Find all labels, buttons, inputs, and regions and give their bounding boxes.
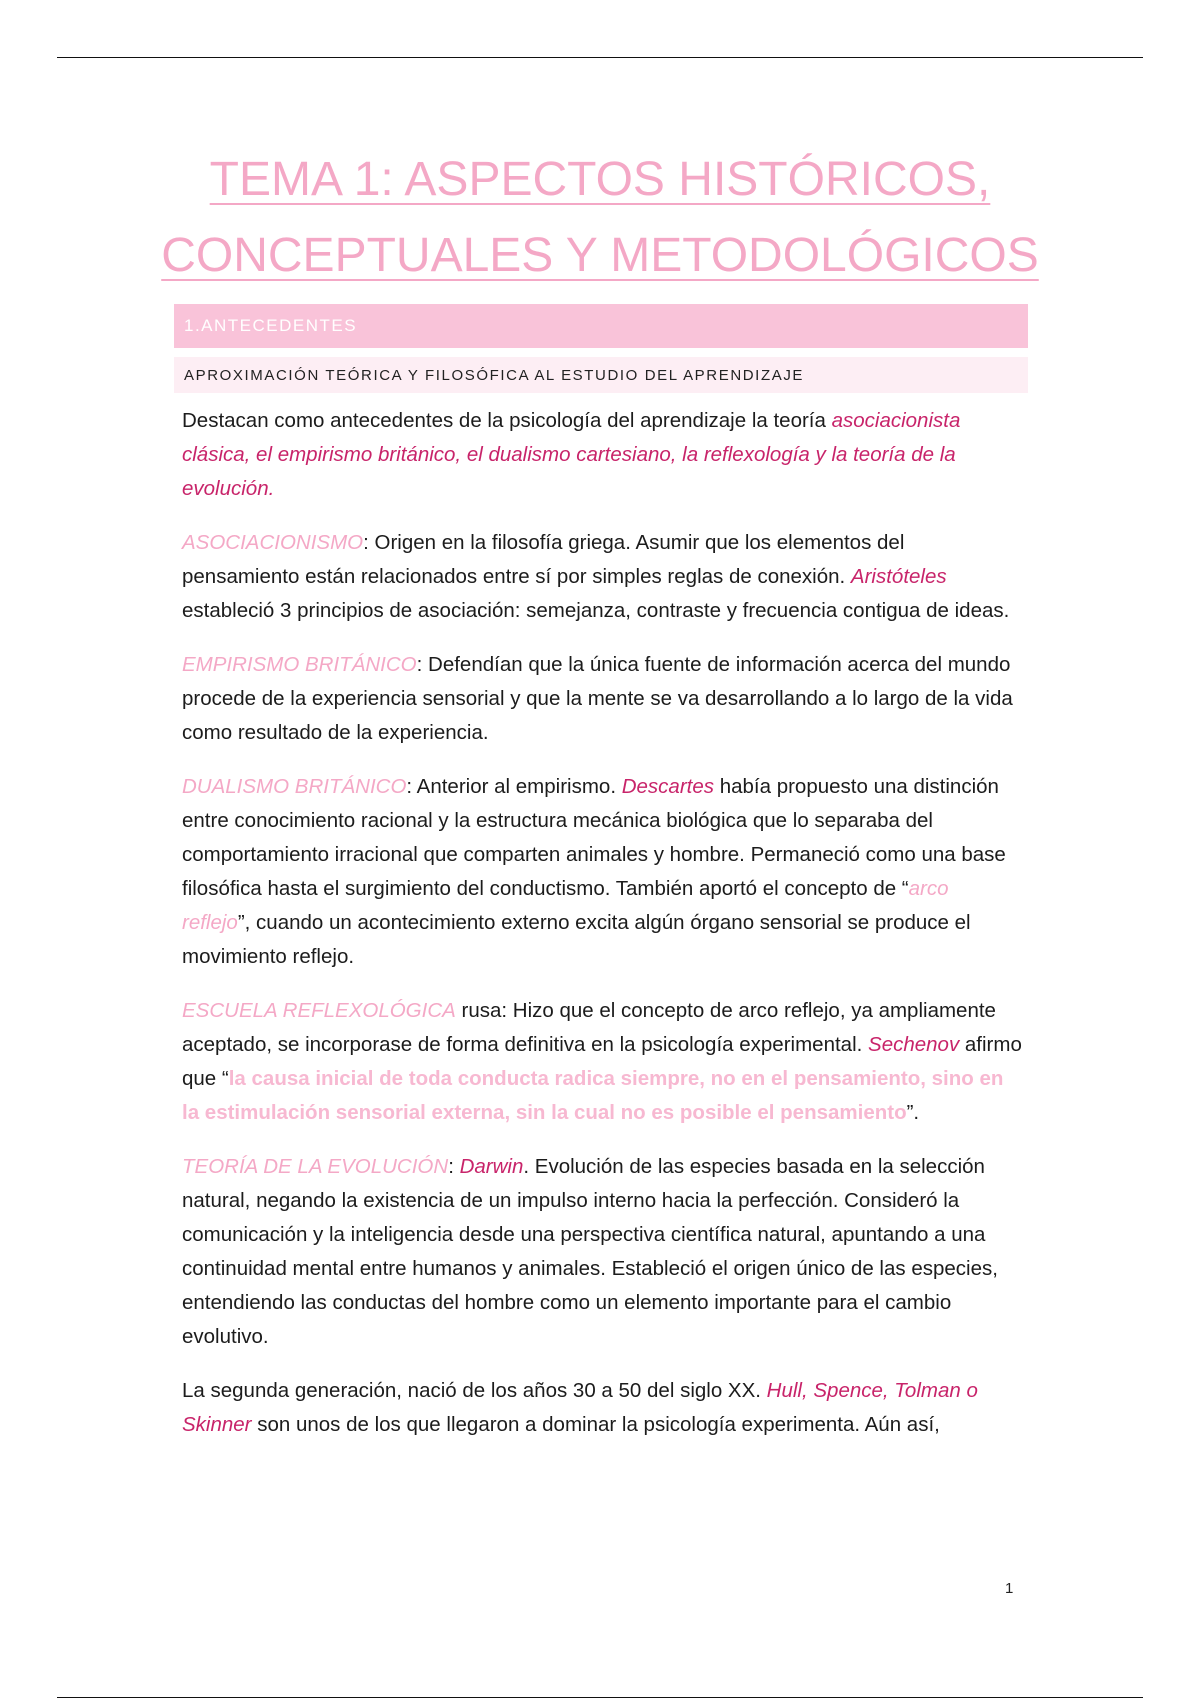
- asociacionismo-text-1: : Origen en la filosofía griega. Asumir que los elementos del pensamiento están relacionados entre sí por simples reglas de conexión.: [182, 531, 905, 588]
- paragraph-reflexologica: [182, 994, 1022, 1130]
- term-empirismo: EMPIRISMO BRITÁNICO: [182, 653, 417, 676]
- segunda-text-1: La segunda generación, nació de los años 30 a 50 del siglo XX.: [182, 1379, 767, 1402]
- paragraph-dualismo: [182, 770, 1022, 974]
- bottom-rule: [57, 1697, 1143, 1698]
- paragraph-empirismo: [182, 648, 1022, 750]
- reflexologica-text-2: afirmo que “: [182, 1033, 1022, 1090]
- paragraph-asociacionismo: [182, 526, 1022, 628]
- authors-segunda-generacion: Hull, Spence, Tolman o Skinner: [182, 1379, 978, 1436]
- dualismo-text-3: ”, cuando un acontecimiento externo excita algún órgano sensorial se produce el movimiento reflejo.: [182, 911, 971, 968]
- document-body: [182, 404, 1022, 1462]
- author-aristoteles: Aristóteles: [850, 565, 947, 588]
- section-heading: 1.ANTECEDENTES: [184, 316, 358, 335]
- dualismo-text-1: : Anterior al empirismo.: [406, 775, 622, 798]
- paragraph-segunda-generacion: [182, 1374, 1022, 1442]
- asociacionismo-text-2: estableció 3 principios de asociación: semejanza, contraste y frecuencia contigua de ideas.: [182, 599, 1010, 622]
- reflexologica-text-1: rusa: Hizo que el concepto de arco reflejo, ya ampliamente aceptado, se incorporase de forma definitiva en la psicología experimental.: [182, 999, 996, 1056]
- author-darwin: Darwin: [459, 1155, 524, 1178]
- term-asociacionismo: ASOCIACIONISMO: [182, 531, 364, 554]
- term-reflexologica: ESCUELA REFLEXOLÓGICA: [182, 999, 456, 1022]
- paragraph-intro: [182, 404, 1022, 506]
- page-number: 1: [1005, 1580, 1014, 1597]
- evolucion-text-1: :: [448, 1155, 460, 1178]
- concept-arco-reflejo: arco reflejo: [182, 877, 949, 934]
- term-evolucion: TEORÍA DE LA EVOLUCIÓN: [182, 1155, 449, 1178]
- page-title: [160, 142, 1040, 294]
- segunda-text-2: son unos de los que llegaron a dominar la psicología experimenta. Aún así,: [251, 1413, 940, 1436]
- intro-highlight: asociacionista clásica, el empirismo británico, el dualismo cartesiano, la reflexología y la teoría de la evolución.: [182, 409, 961, 500]
- subsection-heading-bar: [174, 357, 1028, 393]
- author-sechenov: Sechenov: [868, 1033, 960, 1056]
- sechenov-quote: la causa inicial de toda conducta radica siempre, no en el pensamiento, sino en la estimulación sensorial externa, sin la cual no es posible el pensamiento: [182, 1067, 1004, 1124]
- empirismo-text: : Defendían que la única fuente de información acerca del mundo procede de la experiencia sensorial y que la mente se va desarrollando a lo largo de la vida como resultado de la experiencia.: [182, 653, 1013, 744]
- author-descartes: Descartes: [621, 775, 714, 798]
- intro-text: Destacan como antecedentes de la psicología del aprendizaje la teoría: [182, 409, 832, 432]
- top-rule: [57, 57, 1143, 58]
- section-heading-bar: [174, 304, 1028, 348]
- title-line-1: TEMA 1: ASPECTOS HISTÓRICOS,: [209, 153, 991, 206]
- subsection-heading: APROXIMACIÓN TEÓRICA Y FILOSÓFICA AL ESTUDIO DEL APRENDIZAJE: [184, 367, 805, 384]
- dualismo-text-2: había propuesto una distinción entre conocimiento racional y la estructura mecánica biológica que lo separaba del comportamiento irracional que comparten animales y hombre. Permaneció como una base filosófica hasta el surgimiento del conductismo. También aportó el concepto de “: [182, 775, 1006, 900]
- term-dualismo: DUALISMO BRITÁNICO: [182, 775, 407, 798]
- title-line-2: CONCEPTUALES Y METODOLÓGICOS: [161, 229, 1039, 282]
- evolucion-text-2: . Evolución de las especies basada en la selección natural, negando la existencia de un impulso interno hacia la perfección. Consideró la comunicación y la inteligencia desde una perspectiva científica natural, apuntando a una continuidad mental entre humanos y animales. Estableció el origen único de las especies, entendiendo las conductas del hombre como un elemento importante para el cambio evolutivo.: [182, 1155, 998, 1348]
- paragraph-evolucion: [182, 1150, 1022, 1354]
- reflexologica-text-3: ”.: [906, 1101, 920, 1124]
